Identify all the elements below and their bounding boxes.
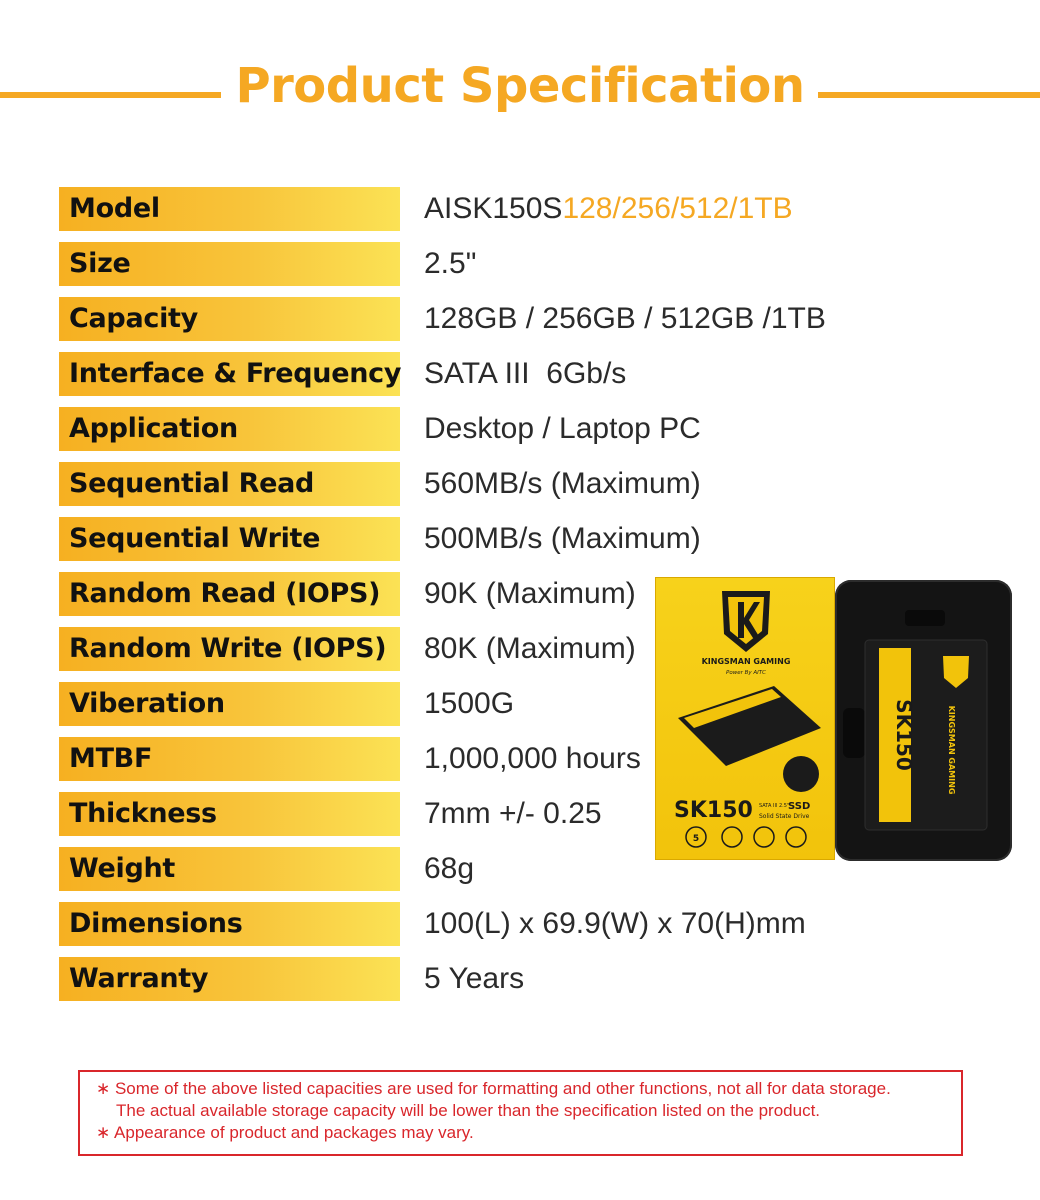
disclaimer-line: ∗ Some of the above listed capacities are used for formatting and other functions, not all for data storage. bbox=[96, 1079, 891, 1098]
spec-label: Thickness bbox=[59, 792, 400, 836]
spec-value: 1500G bbox=[424, 687, 515, 720]
ssd-illustration bbox=[678, 686, 821, 792]
spec-label: Warranty bbox=[59, 957, 400, 1001]
tray-cutout bbox=[843, 708, 865, 758]
kingsman-logo-icon bbox=[722, 591, 770, 652]
spec-value bbox=[424, 187, 793, 231]
packaging-tray bbox=[835, 580, 1012, 861]
spec-value: 1,000,000 hours bbox=[424, 742, 641, 775]
page-title: Product Specification bbox=[235, 58, 805, 114]
spec-label: Weight bbox=[59, 847, 400, 891]
feature-badge-icons bbox=[686, 827, 806, 847]
spec-label: Random Read (IOPS) bbox=[59, 572, 400, 616]
spec-value: 68g bbox=[424, 852, 475, 885]
disclaimer-note bbox=[78, 1070, 963, 1156]
interface-text: SATA III 2.5" bbox=[759, 803, 790, 809]
drive-type-text: Solid State Drive bbox=[759, 813, 810, 820]
title-divider-right bbox=[818, 92, 1040, 98]
spec-label: Model bbox=[59, 187, 400, 231]
disclaimer-line: The actual available storage capacity will be lower than the specification listed on the product. bbox=[116, 1101, 821, 1120]
brand-by-text: Power By AITC bbox=[726, 670, 766, 676]
spec-value: 128GB / 256GB / 512GB /1TB bbox=[424, 302, 826, 335]
ssd-text: SSD bbox=[788, 801, 811, 812]
spec-label: MTBF bbox=[59, 737, 400, 781]
retail-box-art bbox=[656, 578, 836, 861]
tray-art bbox=[835, 580, 1012, 861]
spec-label: Sequential Read bbox=[59, 462, 400, 506]
drive-logo-text: KINGSMAN GAMING bbox=[947, 705, 956, 795]
spec-value: Desktop / Laptop PC bbox=[424, 412, 701, 445]
spec-label: Dimensions bbox=[59, 902, 400, 946]
spec-value: 500MB/s (Maximum) bbox=[424, 522, 701, 555]
spec-value: 5 Years bbox=[424, 962, 525, 995]
spec-value: 2.5" bbox=[424, 247, 477, 280]
retail-box bbox=[655, 577, 835, 860]
spec-label: Interface & Frequency bbox=[59, 352, 400, 396]
spec-label: Size bbox=[59, 242, 400, 286]
model-mark: SK150 bbox=[674, 798, 753, 823]
product-photo bbox=[655, 577, 1015, 862]
spec-value: SATA III 6Gb/s bbox=[424, 357, 627, 390]
spec-label: Viberation bbox=[59, 682, 400, 726]
drive-model-mark: SK150 bbox=[892, 699, 916, 771]
spec-value: 90K (Maximum) bbox=[424, 577, 636, 610]
tray-notch bbox=[905, 610, 945, 626]
spec-value: 7mm +/- 0.25 bbox=[424, 797, 602, 830]
warranty-badge-text: 5 bbox=[692, 834, 700, 844]
spec-label: Sequential Write bbox=[59, 517, 400, 561]
spec-value: 560MB/s (Maximum) bbox=[424, 467, 701, 500]
spec-label: Random Write (IOPS) bbox=[59, 627, 400, 671]
ssd-drive bbox=[865, 640, 987, 830]
spec-value: 100(L) x 69.9(W) x 70(H)mm bbox=[424, 907, 806, 940]
model-capacities: 128/256/512/1TB bbox=[562, 192, 793, 225]
spec-label: Capacity bbox=[59, 297, 400, 341]
model-base: AISK150S bbox=[424, 192, 563, 225]
spec-value: 80K (Maximum) bbox=[424, 632, 636, 665]
logo-text: KINGSMAN GAMING bbox=[701, 657, 791, 666]
spec-label: Application bbox=[59, 407, 400, 451]
disclaimer-line: ∗ Appearance of product and packages may vary. bbox=[96, 1123, 474, 1142]
